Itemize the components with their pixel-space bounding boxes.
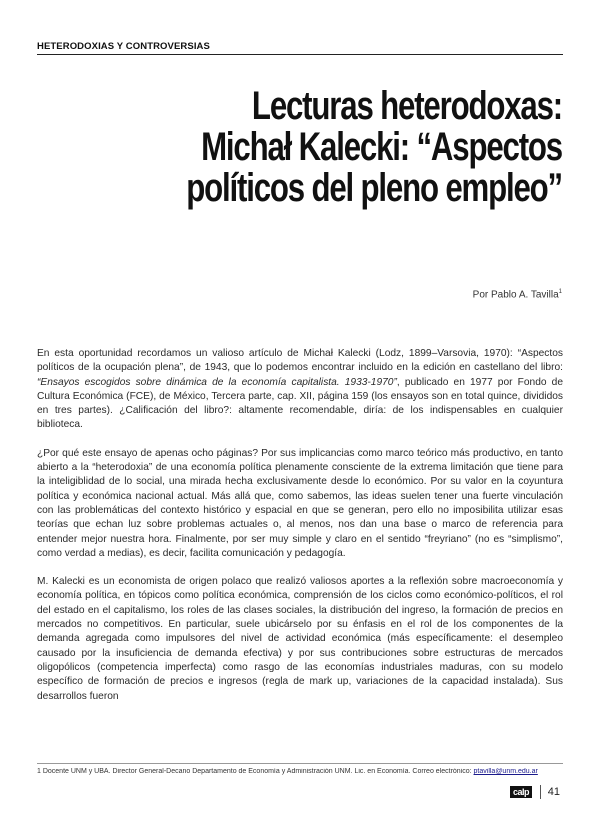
title-line-3: políticos del pleno empleo”: [186, 166, 562, 210]
footnote-divider: [37, 763, 563, 764]
title-line-1: Lecturas heterodoxas:: [251, 84, 562, 128]
paragraph-1: [37, 347, 563, 433]
article-body: [37, 347, 563, 718]
title-line-2: Michał Kalecki: “Aspectos: [201, 125, 563, 169]
footnote: [37, 768, 563, 775]
page-number: 41: [547, 786, 560, 798]
publication-logo: caIp: [510, 786, 532, 798]
section-label: HETERODOXIAS Y CONTROVERSIAS: [37, 41, 210, 52]
page-number-separator: [540, 785, 541, 799]
paragraph-1-text-b: , publicado en 1977 por Fondo de Cultura Económica (FCE), de México, Tercera parte, cap. XII, página 159 (los ensayos son en total quince, divididos en tres partes). ¿Calificación del libro?: altamente recomendable, diría: de los indispensables en cualquier biblioteca.: [37, 376, 563, 431]
book-title: “Ensayos escogidos sobre dinámica de la economía capitalista. 1933-1970”: [37, 376, 397, 388]
article-title: [156, 86, 562, 209]
paragraph-3: M. Kalecki es un economista de origen polaco que realizó valiosos aportes a la reflexión sobre macroeconomía y economía política, en tópicos como política económica, comprensión de los ciclos como económico-políticos, el rol del estado en el capitalismo, los roles de las clases sociales, la distribución del ingreso, la formación de precios en mercados no competitivos. En particular, suele ubicárselo por su énfasis en el rol de los componentes de la demanda agregada como impulsores del nivel de actividad económica (más específicamente: el desempleo causado por la insuficiencia de demanda efectiva) y por sus contribuciones sobre estructuras de mercados oligopólicos (competencia imperfecta) como rasgo de las economías industriales maduras, con su modelo específico de formación de precios e ingresos (regla de mark up, variaciones de la capacidad instalada). Sus desarrollos fueron: [37, 576, 563, 702]
email-link[interactable]: ptavilla@unm.edu.ar: [473, 768, 538, 775]
paragraph-2: ¿Por qué este ensayo de apenas ocho páginas? Por sus implicancias como marco teórico más productivo, en tanto abierto a la “heterodoxia” de una economía política plenamente consciente de la extrema limitación que tiene para la inteligiblidad de lo social, una mirada hecha exclusivamente desde lo económico. Por su valor en la coyuntura política y económica nacional actual. Más allá que, como sabemos, las ideas suelen tener una fuerte vinculación con las problemáticas del contexto histórico y espacial en que se generan, pero ello no imposibilita utilizar esas teorías que echan luz sobre problemas actuales o, al menos, nos dan una base o marco de referencia para entender mejor nuestra hora. Finalmente, por ser muy simple y claro en el sentido “freyriano” (no es “simplismo”, como verdad a medias), es decir, facilita comunicación y pedagogía.: [37, 447, 563, 559]
author-name: Por Pablo A. Tavilla: [472, 289, 559, 301]
footnote-ref[interactable]: 1: [558, 289, 562, 295]
section-divider: [37, 54, 563, 55]
author-byline: [473, 289, 562, 300]
paragraph-1-text-a: En esta oportunidad recordamos un valioso artículo de Michał Kalecki (Lodz, 1899–Varsovia, 1970): “Aspectos políticos de la ocupación plena”, de 1943, que lo podemos encontrar incluido en la edición en castellano del libro:: [37, 348, 563, 374]
footnote-text: 1 Docente UNM y UBA. Director General-Decano Departamento de Economía y Administración UNM. Lic. en Economía. Correo electrónico:: [37, 768, 474, 775]
